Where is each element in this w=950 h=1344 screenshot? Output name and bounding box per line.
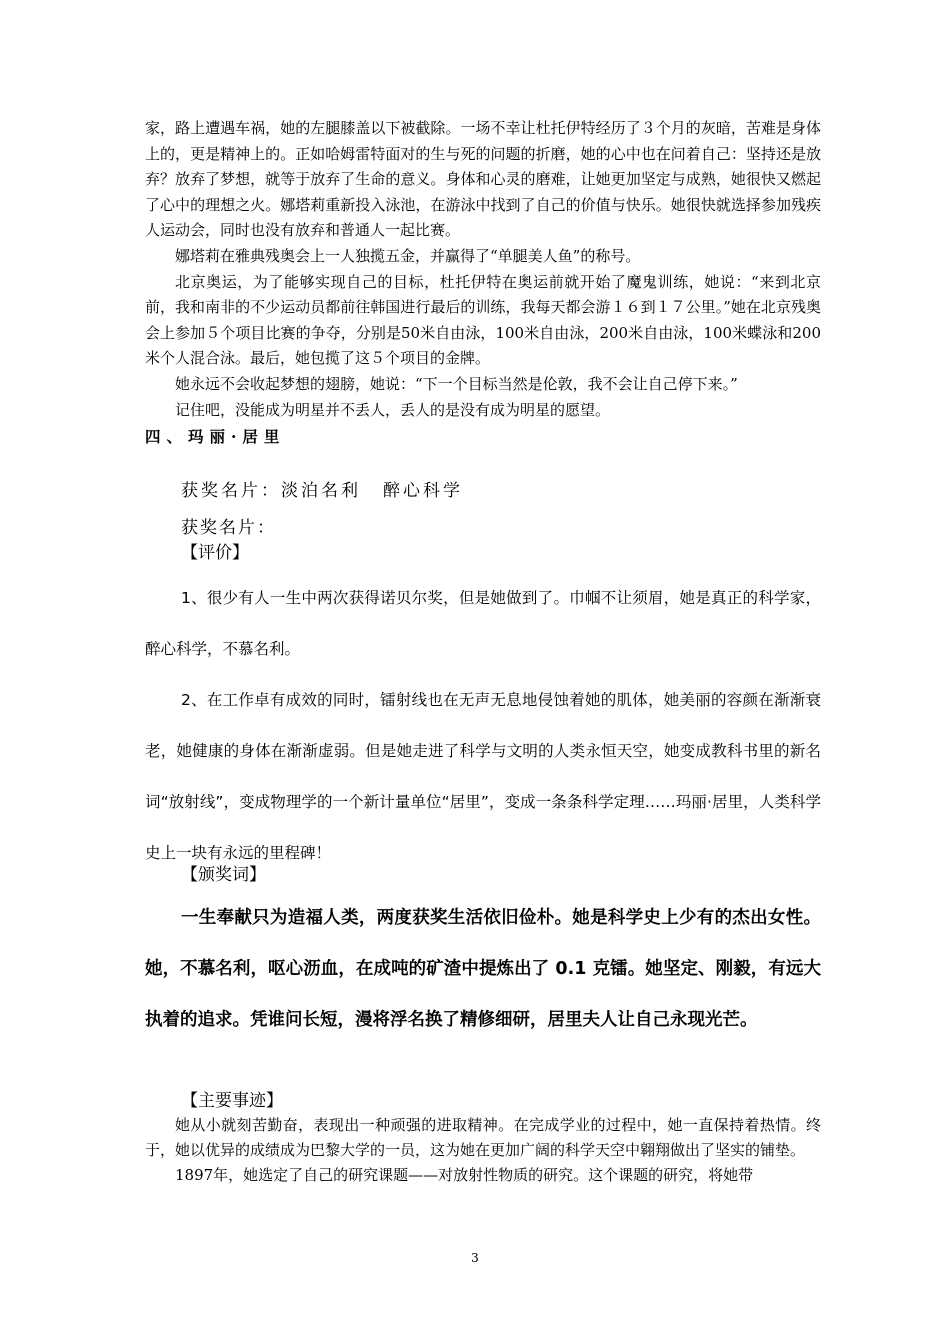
athlete-story-section — [145, 116, 821, 423]
story-paragraph: 娜塔莉在雅典残奥会上一人独揽五金，并赢得了“单腿美人鱼”的称号。 — [175, 246, 641, 265]
deeds-paragraph: 1897年，她选定了自己的研究课题——对放射性物质的研究。这个课题的研究，将她带 — [175, 1166, 754, 1184]
main-deeds-label: 【主要事迹】 — [181, 1091, 283, 1111]
award-speech-text: 一生奉献只为造福人类，两度获奖生活依旧俭朴。她是科学史上少有的杰出女性。她，不慕名利，呕心沥血，在成吨的矿渣中提炼出了 0.1 克镭。她坚定、刚毅，有远大执着的追求。凭谁问长短，漫将浮名换了精修细研，居里夫人让自己永现光芒。 — [145, 908, 821, 1030]
main-deeds-body — [145, 1113, 821, 1188]
award-card-line — [181, 476, 463, 501]
story-paragraph: 家，路上遭遇车祸，她的左腿膝盖以下被截除。一场不幸让杜托伊特经历了３个月的灰暗，苦难是身体上的，更是精神上的。正如哈姆雷特面对的生与死的问题的折磨，她的心中也在问着自己：坚持还是放弃？放弃了梦想，就等于放弃了生命的意义。身体和心灵的磨难，让她更加坚定与成熟，她很快又燃起了心中的理想之火。娜塔莉重新投入泳池，在游泳中找到了自己的价值与快乐。她很快就选择参加残疾人运动会，同时也没有放弃和普通人一起比赛。 — [145, 119, 821, 240]
award-card-phrase: 淡泊名利 — [281, 481, 361, 501]
evaluation-body — [145, 573, 821, 879]
award-speech-label: 【颁奖词】 — [181, 865, 266, 885]
deeds-paragraph: 她从小就刻苦勤奋，表现出一种顽强的进取精神。在完成学业的过程中，她一直保持着热情。终于，她以优异的成绩成为巴黎大学的一员，这为她在更加广阔的科学天空中翱翔做出了坚实的铺垫。 — [145, 1116, 821, 1159]
award-speech-body — [145, 893, 821, 1046]
evaluation-item: 1、很少有人一生中两次获得诺贝尔奖，但是她做到了。巾帼不让须眉，她是真正的科学家，醉心科学，不慕名利。 — [145, 589, 821, 658]
award-card-label: 获奖名片： — [181, 481, 281, 501]
section-heading: 四、玛丽·居里 — [145, 427, 286, 446]
story-paragraph: 北京奥运，为了能够实现自己的目标，杜托伊特在奥运前就开始了魔鬼训练，她说：“来到北京前，我和南非的不少运动员都前往韩国进行最后的训练，我每天都会游１６到１７公里。”她在北京残奥会上参加５个项目比赛的争夺，分别是50米自由泳，100米自由泳，200米自由泳，100米蝶泳和200米个人混合泳。最后，她包揽了这５个项目的金牌。 — [145, 272, 821, 368]
evaluation-label: 【评价】 — [181, 543, 249, 563]
evaluation-item: 2、在工作卓有成效的同时，镭射线也在无声无息地侵蚀着她的肌体，她美丽的容颜在渐渐衰老，她健康的身体在渐渐虚弱。但是她走进了科学与文明的人类永恒天空，她变成教科书里的新名词“放射线”，变成物理学的一个新计量单位“居里”，变成一条条科学定理……玛丽·居里，人类科学史上一块有永远的里程碑！ — [145, 691, 821, 862]
story-paragraph: 她永远不会收起梦想的翅膀，她说：“下一个目标当然是伦敦，我不会让自己停下来。” — [175, 374, 738, 393]
award-card-label-2: 获奖名片： — [181, 518, 276, 538]
story-paragraph: 记住吧，没能成为明星并不丢人，丢人的是没有成为明星的愿望。 — [175, 400, 611, 419]
award-card-phrase: 醉心科学 — [383, 481, 463, 501]
page-number: 3 — [471, 1251, 479, 1265]
